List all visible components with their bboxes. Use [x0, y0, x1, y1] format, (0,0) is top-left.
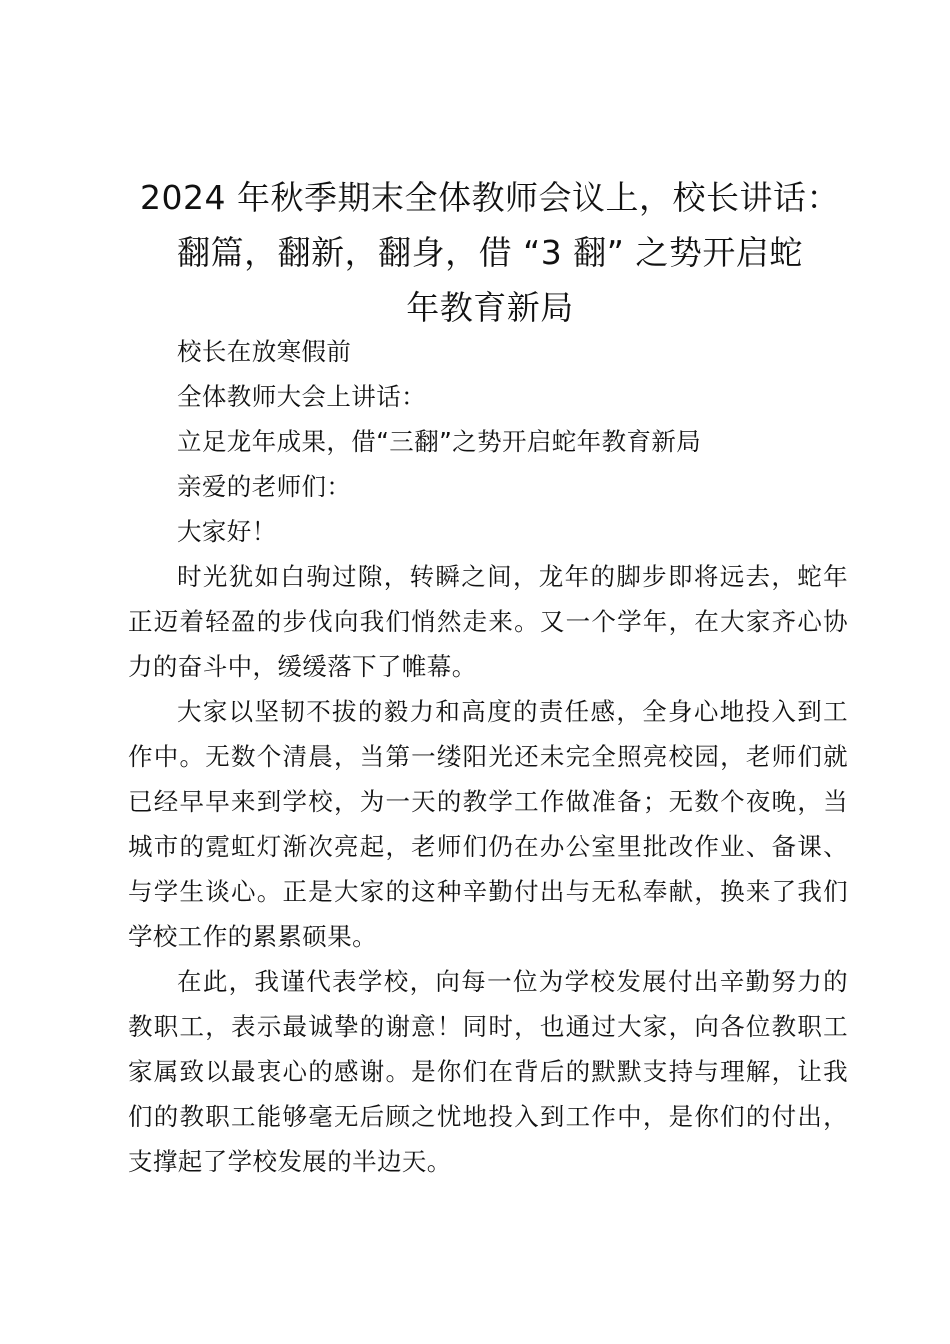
- body-paragraph: 在此，我谨代表学校，向每一位为学校发展付出辛勤努力的教职工，表示最诚挚的谢意！同时，也通过大家，向各位教职工家属致以最衷心的感谢。是你们在背后的默默支持与理解，让我们的教职工能够毫无后顾之忧地投入到工作中，是你们的付出，支撑起了学校发展的半边天。: [128, 967, 848, 1176]
- intro-line: 全体教师大会上讲话：: [177, 382, 426, 411]
- greeting: 大家好！: [177, 517, 277, 546]
- salutation: 亲爱的老师们：: [177, 472, 352, 501]
- title-line: 年教育新局: [406, 288, 574, 327]
- title-line: 翻篇，翻新，翻身，借 “3 翻” 之势开启蛇: [177, 233, 803, 272]
- body-paragraph: 时光犹如白驹过隙，转瞬之间，龙年的脚步即将远去，蛇年正迈着轻盈的步伐向我们悄然走来。又一个学年，在大家齐心协力的奋斗中，缓缓落下了帷幕。: [128, 562, 848, 681]
- intro-line: 校长在放寒假前: [177, 337, 352, 366]
- title-line: 2024 年秋季期末全体教师会议上，校长讲话：: [140, 178, 840, 217]
- document-body: [128, 329, 848, 1184]
- speech-subtitle: 立足龙年成果，借“三翻”之势开启蛇年教育新局: [177, 427, 702, 456]
- body-paragraph: 大家以坚韧不拔的毅力和高度的责任感，全身心地投入到工作中。无数个清晨，当第一缕阳光还未完全照亮校园，老师们就已经早早来到学校，为一天的教学工作做准备；无数个夜晚，当城市的霓虹灯渐次亮起，老师们仍在办公室里批改作业、备课、与学生谈心。正是大家的这种辛勤付出与无私奉献，换来了我们学校工作的累累硕果。: [128, 697, 848, 951]
- document-title: [120, 170, 860, 335]
